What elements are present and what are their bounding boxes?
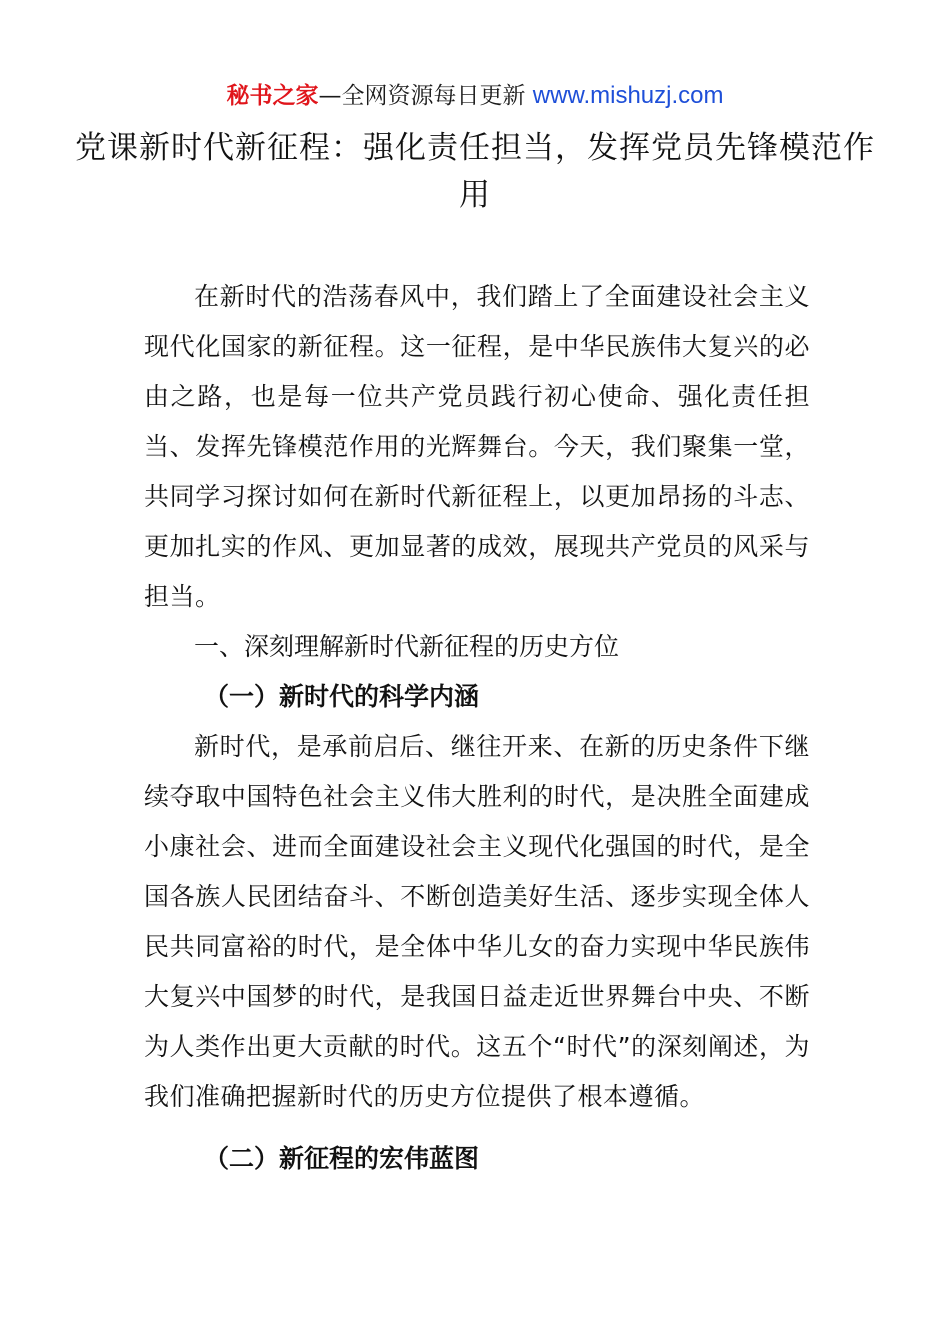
brand-name: 秘书之家 <box>226 83 319 109</box>
intro-paragraph: 在新时代的浩荡春风中，我们踏上了全面建设社会主义现代化国家的新征程。这一征程，是中华民族伟大复兴的必由之路，也是每一位共产党员践行初心使命、强化责任担当、发挥先锋模范作用的光辉舞台。今天，我们聚集一堂，共同学习探讨如何在新时代新征程上，以更加昂扬的斗志、更加扎实的作风、更加显著的成效，展现共产党员的风采与担当。 <box>144 282 810 611</box>
subsection-heading-2: （二）新征程的宏伟蓝图 <box>204 1144 480 1173</box>
site-header <box>0 80 950 112</box>
document-title: 党课新时代新征程：强化责任担当，发挥党员先锋模范作用 <box>75 130 875 213</box>
section-heading-1: 一、深刻理解新时代新征程的历史方位 <box>194 632 620 661</box>
site-url-link[interactable]: www.mishuzj.com <box>532 82 724 109</box>
spacer <box>144 1122 810 1134</box>
document-body <box>144 272 810 1184</box>
header-tagline: —全网资源每日更新 <box>318 83 533 109</box>
subsection-heading-1: （一）新时代的科学内涵 <box>204 682 480 711</box>
subsection-1-paragraph: 新时代，是承前启后、继往开来、在新的历史条件下继续夺取中国特色社会主义伟大胜利的时代，是决胜全面建成小康社会、进而全面建设社会主义现代化强国的时代，是全国各族人民团结奋斗、不断创造美好生活、逐步实现全体人民共同富裕的时代，是全体中华儿女的奋力实现中华民族伟大复兴中国梦的时代，是我国日益走近世界舞台中央、不断为人类作出更大贡献的时代。这五个“时代”的深刻阐述，为我们准确把握新时代的历史方位提供了根本遵循。 <box>144 732 810 1111</box>
